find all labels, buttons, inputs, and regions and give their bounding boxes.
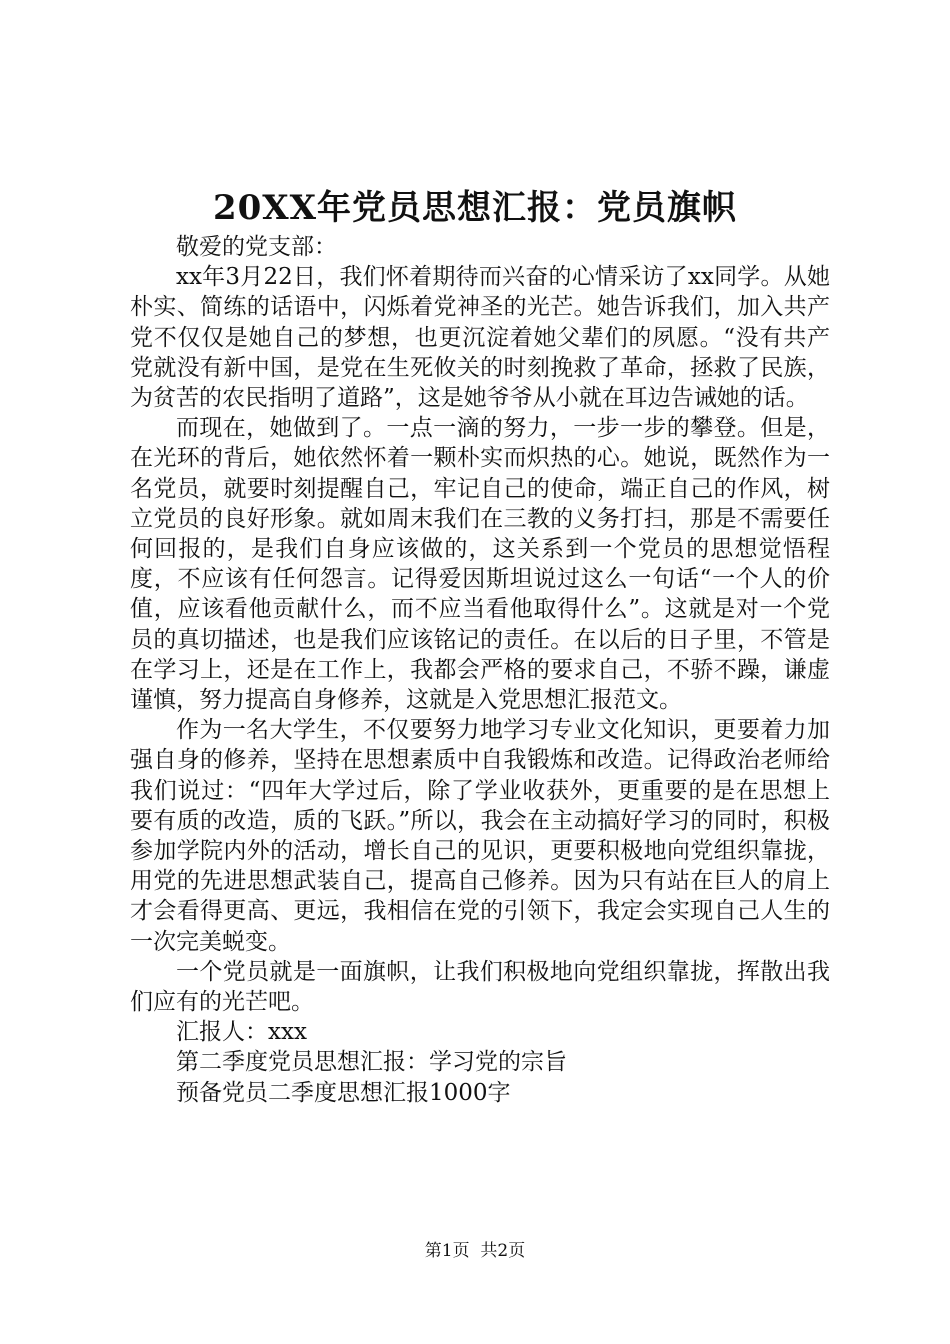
- document-body: [130, 232, 830, 1108]
- page-footer: [0, 1240, 950, 1262]
- paragraph: xx年3月22日，我们怀着期待而兴奋的心情采访了xx同学。从她朴实、简练的话语中，闪烁着党神圣的光芒。她告诉我们，加入共产党不仅仅是她自己的梦想，也更沉淀着她父辈们的夙愿。“没有共产党就没有新中国，是党在生死攸关的时刻挽救了革命，拯救了民族，为贫苦的农民指明了道路”，这是她爷爷从小就在耳边告诫她的话。: [130, 264, 830, 412]
- salutation: 敬爱的党支部：: [176, 234, 337, 260]
- paragraph: 而现在，她做到了。一点一滴的努力，一步一步的攀登。但是，在光环的背后，她依然怀着一颗朴实而炽热的心。她说，既然作为一名党员，就要时刻提醒自己，牢记自己的使命，端正自己的作风，树立党员的良好形象。就如周末我们在三教的义务打扫，那是不需要任何回报的，是我们自身应该做的，这关系到一个党员的思想觉悟程度，不应该有任何怨言。记得爱因斯坦说过这么一句话“一个人的价值，应该看他贡献什么，而不应当看他取得什么”。这就是对一个党员的真切描述，也是我们应该铭记的责任。在以后的日子里，不管是在学习上，还是在工作上，我都会严格的要求自己，不骄不躁，谦虚谨慎，努力提高自身修养，这就是入党思想汇报范文。: [130, 415, 830, 714]
- reporter-line: 汇报人：xxx: [176, 1019, 307, 1046]
- footer-spacer: [470, 1241, 481, 1261]
- page-number: 第1页: [424, 1241, 470, 1261]
- page-total: 共2页: [480, 1241, 526, 1261]
- paragraph: 作为一名大学生，不仅要努力地学习专业文化知识，更要着力加强自身的修养，坚持在思想素质中自我锻炼和改造。记得政治老师给我们说过：“四年大学过后，除了学业收获外，更重要的是在思想上要有质的改造，质的飞跃。”所以，我会在主动搞好学习的同时，积极参加学院内外的活动，增长自己的见识，更要积极地向党组织靠拢，用党的先进思想武装自己，提高自己修养。因为只有站在巨人的肩上才会看得更高、更远，我相信在党的引领下，我定会实现自己人生的一次完美蜕变。: [130, 717, 830, 955]
- related-article-link: 第二季度党员思想汇报：学习党的宗旨: [176, 1049, 567, 1076]
- document-title: 20XX年党员思想汇报：党员旗帜: [212, 188, 738, 228]
- paragraph: 一个党员就是一面旗帜，让我们积极地向党组织靠拢，挥散出我们应有的光芒吧。: [130, 958, 830, 1016]
- related-article-link: 预备党员二季度思想汇报1000字: [176, 1079, 511, 1106]
